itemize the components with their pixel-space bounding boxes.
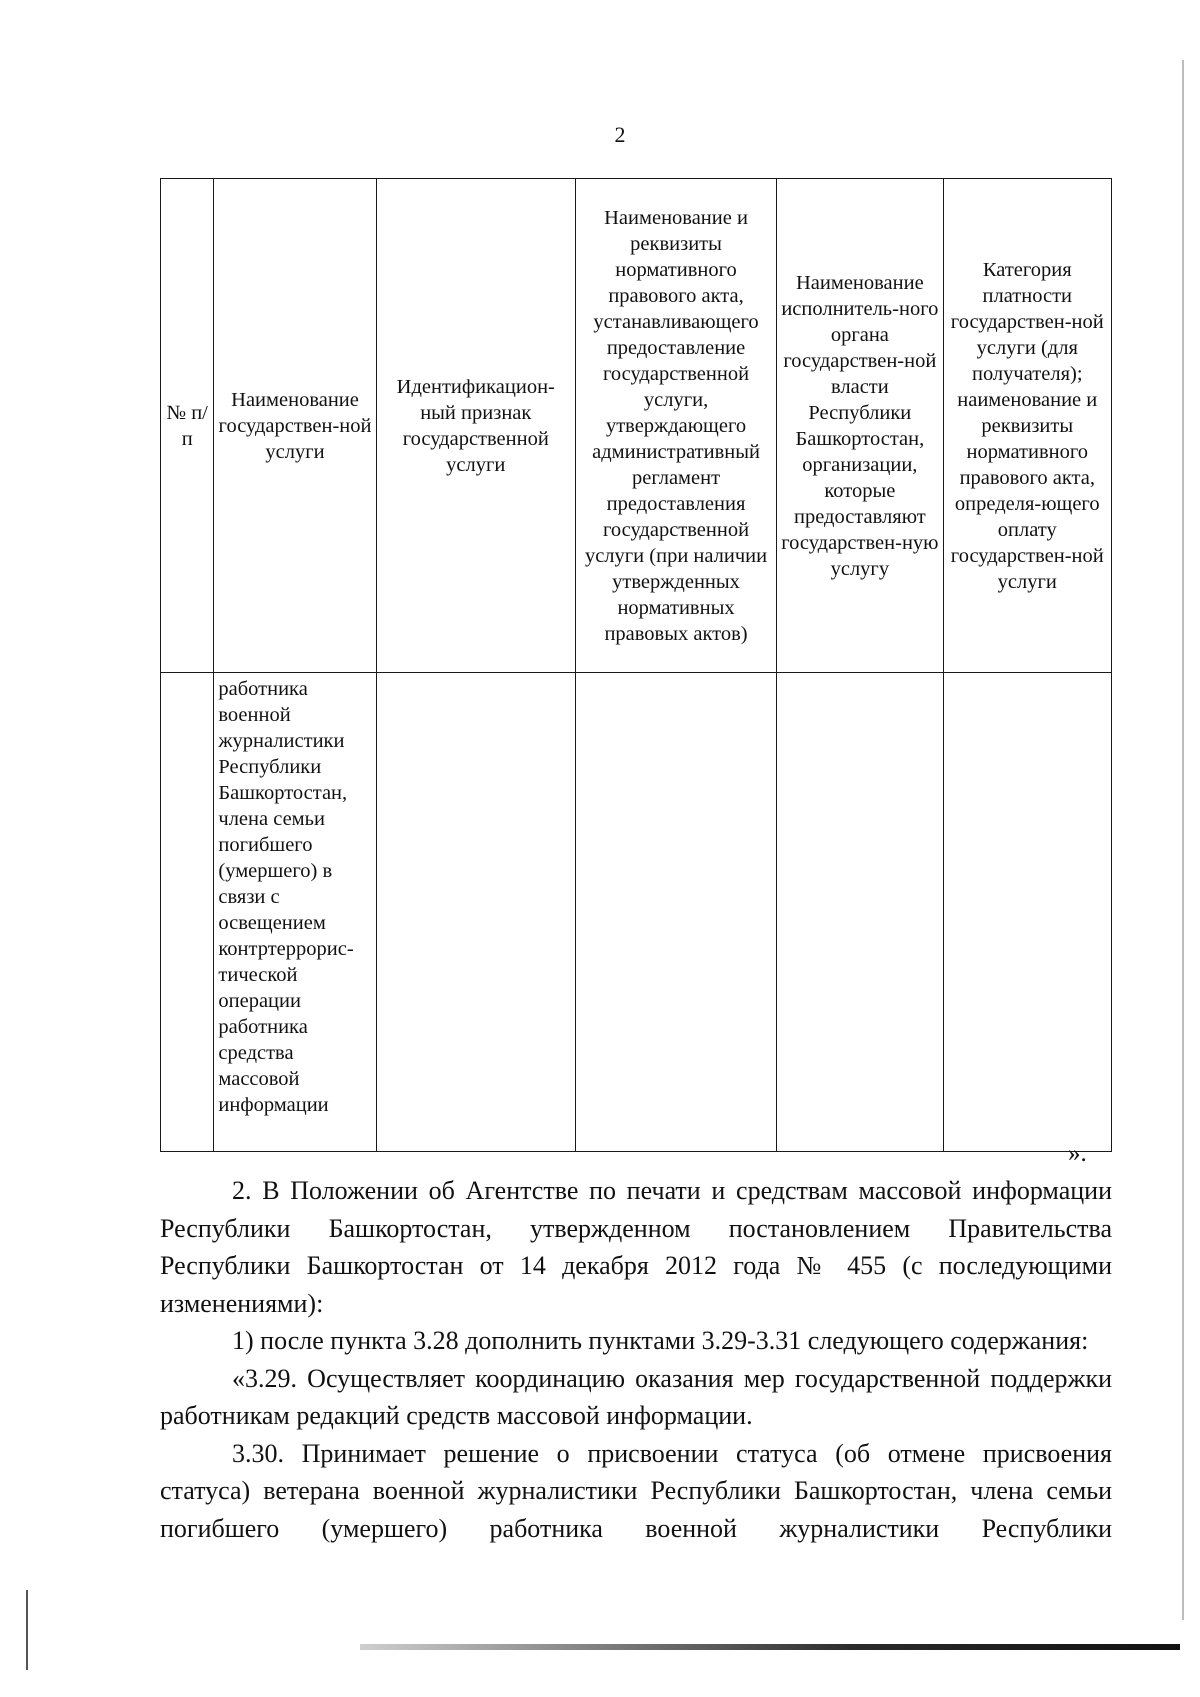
cell-legal-act bbox=[575, 673, 776, 1152]
scan-edge-left bbox=[26, 1590, 28, 1670]
header-authority: Наименование исполнитель-ного органа государствен-ной власти Республики Башкортостан, организации, которые предоставляют государствен-ную услугу bbox=[777, 179, 943, 673]
table-header-row bbox=[161, 179, 1112, 673]
paragraph-3-29: «3.29. Осуществляет координацию оказания мер государственной поддержки работникам редакций средств массовой информации. bbox=[160, 1363, 1112, 1430]
header-identifier: Идентификацион-ный признак государственной услуги bbox=[376, 179, 575, 673]
body-text bbox=[160, 1172, 1112, 1547]
header-num: № п/п bbox=[161, 179, 214, 673]
page-number: 2 bbox=[614, 122, 626, 147]
cell-service-name: работника военной журналистики Республики Башкортостан, члена семьи погибшего (умершего) в связи с освещением контртеррорис-тической операции работника средства массовой информации bbox=[214, 673, 376, 1152]
header-legal-act: Наименование и реквизиты нормативного правового акта, устанавливающего предоставление государственной услуги, утверждающего административный регламент предоставления государственной услуги (при наличии утвержденных нормативных правовых актов) bbox=[575, 179, 776, 673]
paragraph-3-30: 3.30. Принимает решение о присвоении статуса (об отмене присвоения статуса) ветерана военной журналистики Республики Башкортостан, члена семьи погибшего (умершего) работника военной журналистики Республики bbox=[160, 1438, 1112, 1543]
cell-payment bbox=[943, 673, 1111, 1152]
table-row bbox=[161, 673, 1112, 1152]
paragraph-amendment: 2. В Положении об Агентстве по печати и средствам массовой информации Республики Башкортостан, утвержденном постановлением Правительства Республики Башкортостан от 14 декабря 2012 года № 455 (с последующими изменениями): bbox=[160, 1176, 1112, 1318]
cell-authority bbox=[777, 673, 943, 1152]
header-service-name: Наименование государствен-ной услуги bbox=[214, 179, 376, 673]
header-payment: Категория платности государствен-ной услуги (для получателя); наименование и реквизиты нормативного правового акта, определя-ющего оплату государствен-ной услуги bbox=[943, 179, 1111, 673]
cell-num bbox=[161, 673, 214, 1152]
scan-edge-right bbox=[1182, 60, 1184, 1620]
closing-quote: ». bbox=[1068, 1140, 1087, 1167]
cell-identifier bbox=[376, 673, 575, 1152]
scan-edge-bottom bbox=[360, 1644, 1180, 1650]
paragraph-item-1: 1) после пункта 3.28 дополнить пунктами 3.29-3.31 следующего содержания: bbox=[232, 1326, 1089, 1355]
services-table bbox=[160, 178, 1112, 1152]
